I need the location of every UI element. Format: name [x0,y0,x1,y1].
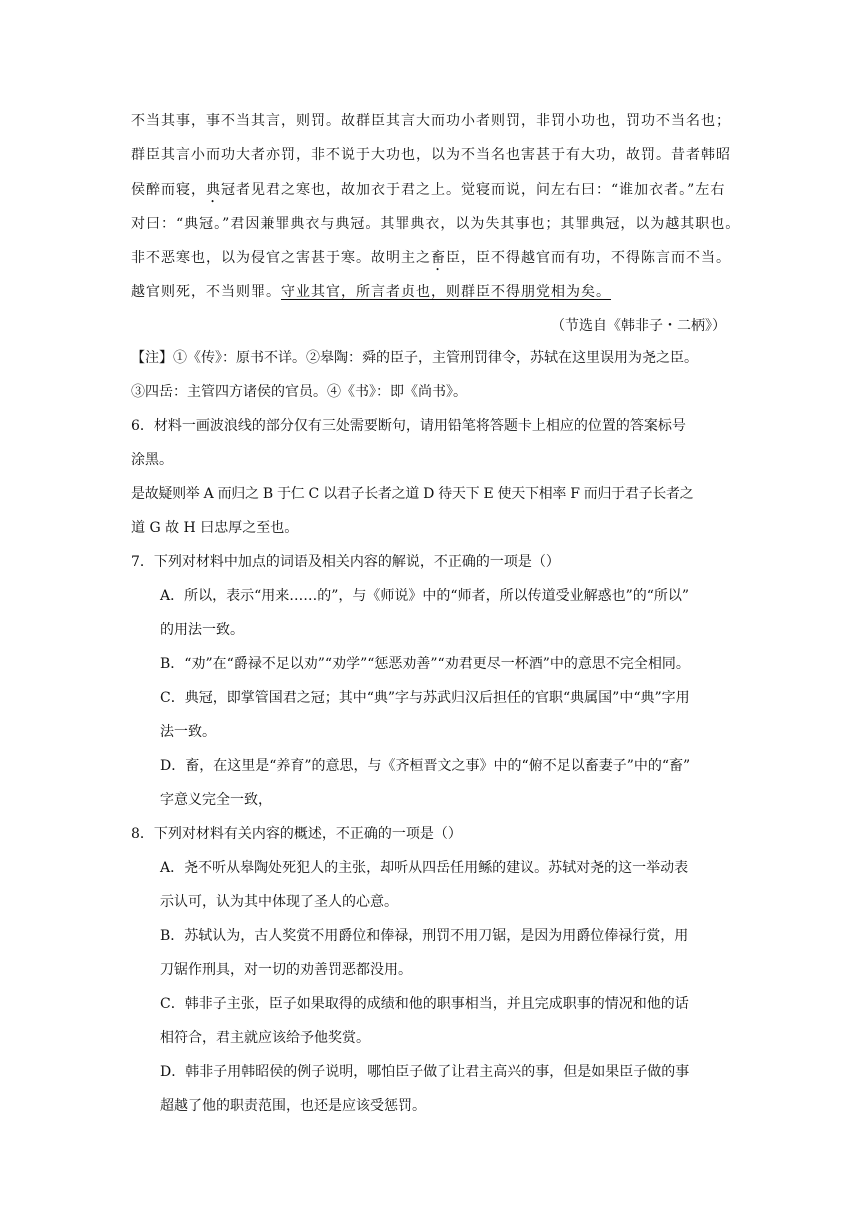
q8-option-b-line-1: B．苏轼认为，古人奖赏不用爵位和俸禄，刑罚不用刀锯，是因为用爵位俸禄行赏，用 [160,928,689,944]
q7-option-c-line-1: C．典冠，即掌管国君之冠；其中“典”字与苏武归汉后担任的官职“典属国”中“典”字用 [160,690,690,706]
q8-option-d-line-2: 超越了他的职责范围，也还是应该受惩罚。 [160,1098,426,1114]
passage-line-2: 群臣其言小而功大者亦罚，非不说于大功也，以为不当名也害甚于有大功，故罚。昔者韩昭 [131,147,731,163]
passage-line-1: 不当其事，事不当其言，则罚。故群臣其言大而功小者则罚，非罚小功也，罚功不当名也； [131,113,731,129]
q8-option-b-line-2: 刀锯作刑具，对一切的劝善罚恶都没用。 [160,962,412,978]
emphasized-character: 典 [206,182,221,198]
passage-line-6-plain: 越官则死，不当则罪。 [131,284,281,300]
q8-option-d-line-1: D．韩非子用韩昭侯的例子说明，哪怕臣子做了让君主高兴的事，但是如果臣子做的事 [160,1064,690,1080]
passage-line-4: 对曰：“典冠。”君因兼罪典衣与典冠。其罪典衣，以为失其事也；其罪典冠，以为越其职也。 [131,216,741,232]
q6-sentence-line-1: 是故疑则举 A 而归之 B 于仁 C 以君子长者之道 D 待天下 E 使天下相率 F 而归于君子长者之 [131,486,694,502]
q7-option-a-line-2: 的用法一致。 [160,622,244,638]
q7-option-a-line-1: A．所以，表示“用来……的”，与《师说》中的“师者，所以传道受业解惑也”的“所以” [160,588,690,604]
emphasized-character: 畜 [431,250,446,266]
passage-line-3: 侯醉而寝，典冠者见君之寒也，故加衣于君之上。觉寝而说，问左右曰：“谁加衣者。”左右 [131,182,726,198]
q6-stem-line-2: 涂黑。 [131,452,173,468]
q8-option-c-line-2: 相符合，君主就应该给予他奖赏。 [160,1030,370,1046]
q8-stem: 8．下列对材料有关内容的概述，不正确的一项是（） [131,826,462,842]
notes-line-2: ③四岳：主管四方诸侯的官员。④《书》：即《尚书》。 [131,384,467,400]
q7-option-d-line-1: D．畜，在这里是“养育”的意思，与《齐桓晋文之事》中的“俯不足以畜妻子”中的“畜” [160,758,691,774]
passage-line-5: 非不恶寒也，以为侵官之害甚于寒。故明主之畜臣，臣不得越官而有功，不得陈言而不当。 [131,250,731,266]
passage-line-6 [131,282,731,302]
q7-option-b: B．“劝”在“爵禄不足以劝”“劝学”“惩恶劝善”“劝君更尽一杯酒”中的意思不完全相同。 [160,656,690,672]
q6-sentence-line-2: 道 G 故 H 曰忠厚之至也。 [131,520,299,536]
q6-stem-line-1: 6．材料一画波浪线的部分仅有三处需要断句，请用铅笔将答题卡上相应的位置的答案标号 [131,418,686,434]
q7-option-d-line-2: 字意义完全一致， [160,792,272,808]
notes-line-1: 【注】①《传》：原书不详。②皋陶：舜的臣子，主管刑罚律令，苏轼在这里误用为尧之臣。 [131,350,698,366]
q8-option-c-line-1: C．韩非子主张，臣子如果取得的成绩和他的职事相当，并且完成职事的情况和他的话 [160,996,689,1012]
underlined-sentence: 守业其官，所言者贞也，则群臣不得朋党相为矣。 [281,284,611,300]
q7-option-c-line-2: 法一致。 [160,724,216,740]
source-citation: （节选自《韩非子・二柄》） [551,318,726,334]
q8-option-a-line-2: 示认可，认为其中体现了圣人的心意。 [160,894,398,910]
q8-option-a-line-1: A．尧不听从皋陶处死犯人的主张，却听从四岳任用鲧的建议。苏轼对尧的这一举动表 [160,860,689,876]
q7-stem: 7．下列对材料中加点的词语及相关内容的解说，不正确的一项是（） [131,554,560,570]
